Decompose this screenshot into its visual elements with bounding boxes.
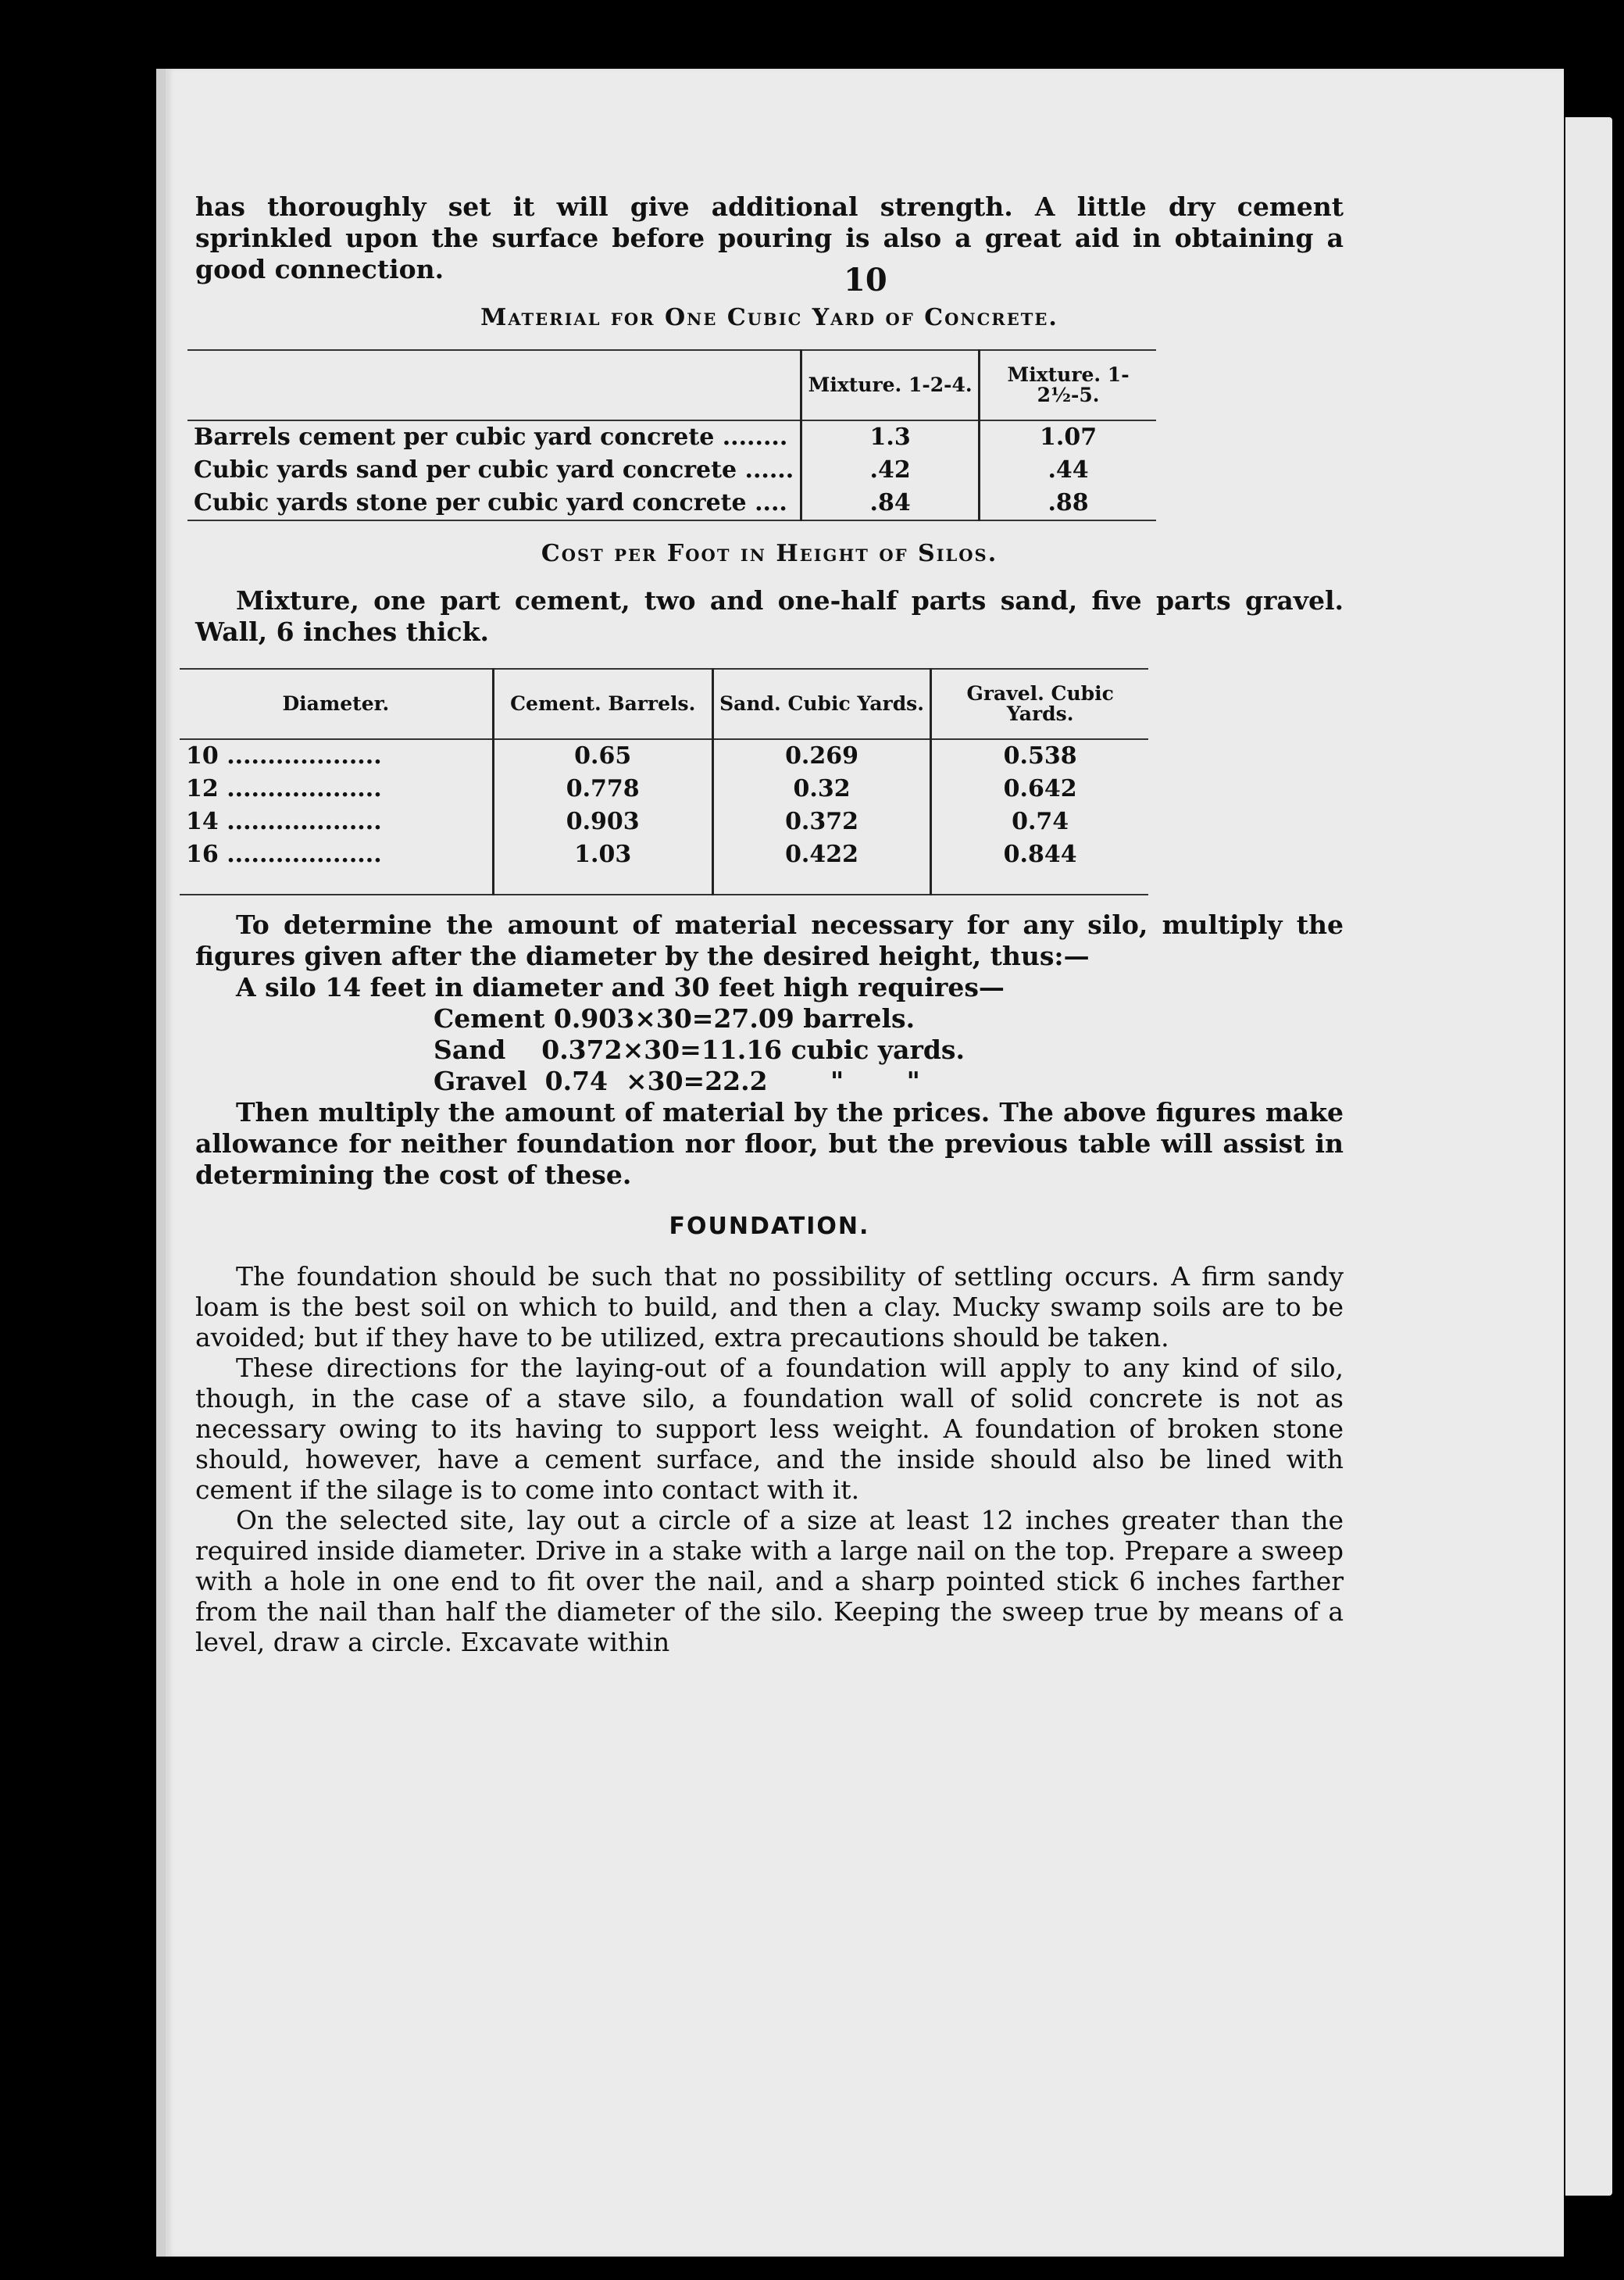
foundation-paragraph: On the selected site, lay out a circle of a size at least 12 inches greater than the required inside diameter. Drive in a stake with a large nail on the top. Prepare a sweep with a hole in one end to fit over the nail, and a sharp pointed stick 6 inches farther from the nail than half the diameter of the silo. Keeping the sweep true by means of a level, draw a circle. Excavate within <box>195 1505 1344 1657</box>
row-value: 1.07 <box>980 420 1156 454</box>
sand-cell: 0.422 <box>712 838 931 895</box>
table-header-cell: Gravel. Cubic Yards. <box>931 669 1148 739</box>
page-number: 10 <box>844 262 887 298</box>
gravel-cell: 0.844 <box>931 838 1148 895</box>
cement-cell: 0.903 <box>493 806 712 838</box>
sand-cell: 0.372 <box>712 806 931 838</box>
page-content <box>186 191 1344 1657</box>
calculation-line: Cement 0.903×30=27.09 barrels. <box>434 1003 916 1034</box>
row-label: Cubic yards sand per cubic yard concrete ...... <box>194 456 794 484</box>
row-value: .44 <box>980 454 1156 487</box>
table-header-cell: Mixture. 1-2-4. <box>801 350 980 420</box>
table-row <box>187 487 1156 520</box>
table-header-cell: Mixture. 1-2½-5. <box>980 350 1156 420</box>
determine-paragraph: To determine the amount of material necessary for any silo, multiply the figures given after the diameter by the desired height, thus:— <box>195 909 1344 971</box>
row-label: Cubic yards stone per cubic yard concrete .... <box>194 489 787 516</box>
table-header-cell: Cement. Barrels. <box>493 669 712 739</box>
cement-cell: 1.03 <box>493 838 712 895</box>
gravel-cell: 0.74 <box>931 806 1148 838</box>
cement-cell: 0.65 <box>493 739 712 773</box>
row-value: .84 <box>801 487 980 520</box>
foundation-paragraph: These directions for the laying-out of a foundation will apply to any kind of silo, though, in the case of a stave silo, a foundation wall of solid concrete is not as necessary owing to its having to support less weight. A foundation of broken stone should, however, have a cement surface, and the inside should also be lined with cement if the silage is to come into contact with it. <box>195 1353 1344 1505</box>
row-value: .42 <box>801 454 980 487</box>
calculation-line: Gravel 0.74 ×30=22.2 " " <box>434 1066 920 1096</box>
sand-cell: 0.269 <box>712 739 931 773</box>
table-row <box>180 806 1148 838</box>
intro-paragraph: has thoroughly set it will give additional strength. A little dry cement sprinkled upon the surface before pouring is also a great aid in obtaining a good connection. <box>195 191 1344 284</box>
table-row <box>180 773 1148 806</box>
gravel-cell: 0.538 <box>931 739 1148 773</box>
table-row <box>180 739 1148 773</box>
diameter-cell: 16 ................... <box>186 841 382 868</box>
table-header-cell: Sand. Cubic Yards. <box>712 669 931 739</box>
table-row <box>187 420 1156 454</box>
calculation-block <box>434 1003 1344 1097</box>
diameter-cell: 12 ................... <box>186 775 382 802</box>
diameter-cell: 14 ................... <box>186 808 382 835</box>
foundation-body <box>195 1261 1344 1657</box>
table-header-cell <box>187 350 801 420</box>
row-value: 1.3 <box>801 420 980 454</box>
table2-description: Mixture, one part cement, two and one-half parts sand, five parts gravel. Wall, 6 inches thick. <box>195 585 1344 647</box>
foundation-heading: FOUNDATION. <box>669 1213 870 1240</box>
table-row <box>180 838 1148 895</box>
diameter-cell: 10 ................... <box>186 742 382 770</box>
table-row <box>187 454 1156 487</box>
material-table <box>187 349 1156 521</box>
foundation-paragraph: The foundation should be such that no possibility of settling occurs. A firm sandy loam is the best soil on which to build, and then a clay. Mucky swamp soils are to be avoided; but if they have to be utilized, extra precautions should be taken. <box>195 1261 1344 1353</box>
silo-cost-table <box>180 668 1148 895</box>
sand-cell: 0.32 <box>712 773 931 806</box>
row-label: Barrels cement per cubic yard concrete ........ <box>194 423 788 451</box>
gravel-cell: 0.642 <box>931 773 1148 806</box>
table-header-row <box>187 350 1156 420</box>
example-line: A silo 14 feet in diameter and 30 feet high requires— <box>236 972 1005 1002</box>
calculation-line: Sand 0.372×30=11.16 cubic yards. <box>434 1035 965 1065</box>
table1-title: Material for One Cubic Yard of Concrete. <box>480 304 1058 331</box>
table-header-cell: Diameter. <box>180 669 493 739</box>
table2-title: Cost per Foot in Height of Silos. <box>541 540 998 567</box>
row-value: .88 <box>980 487 1156 520</box>
then-paragraph: Then multiply the amount of material by the prices. The above figures make allowance for neither foundation nor floor, but the previous table will assist in determining the cost of these. <box>195 1097 1344 1190</box>
table-header-row <box>180 669 1148 739</box>
cement-cell: 0.778 <box>493 773 712 806</box>
